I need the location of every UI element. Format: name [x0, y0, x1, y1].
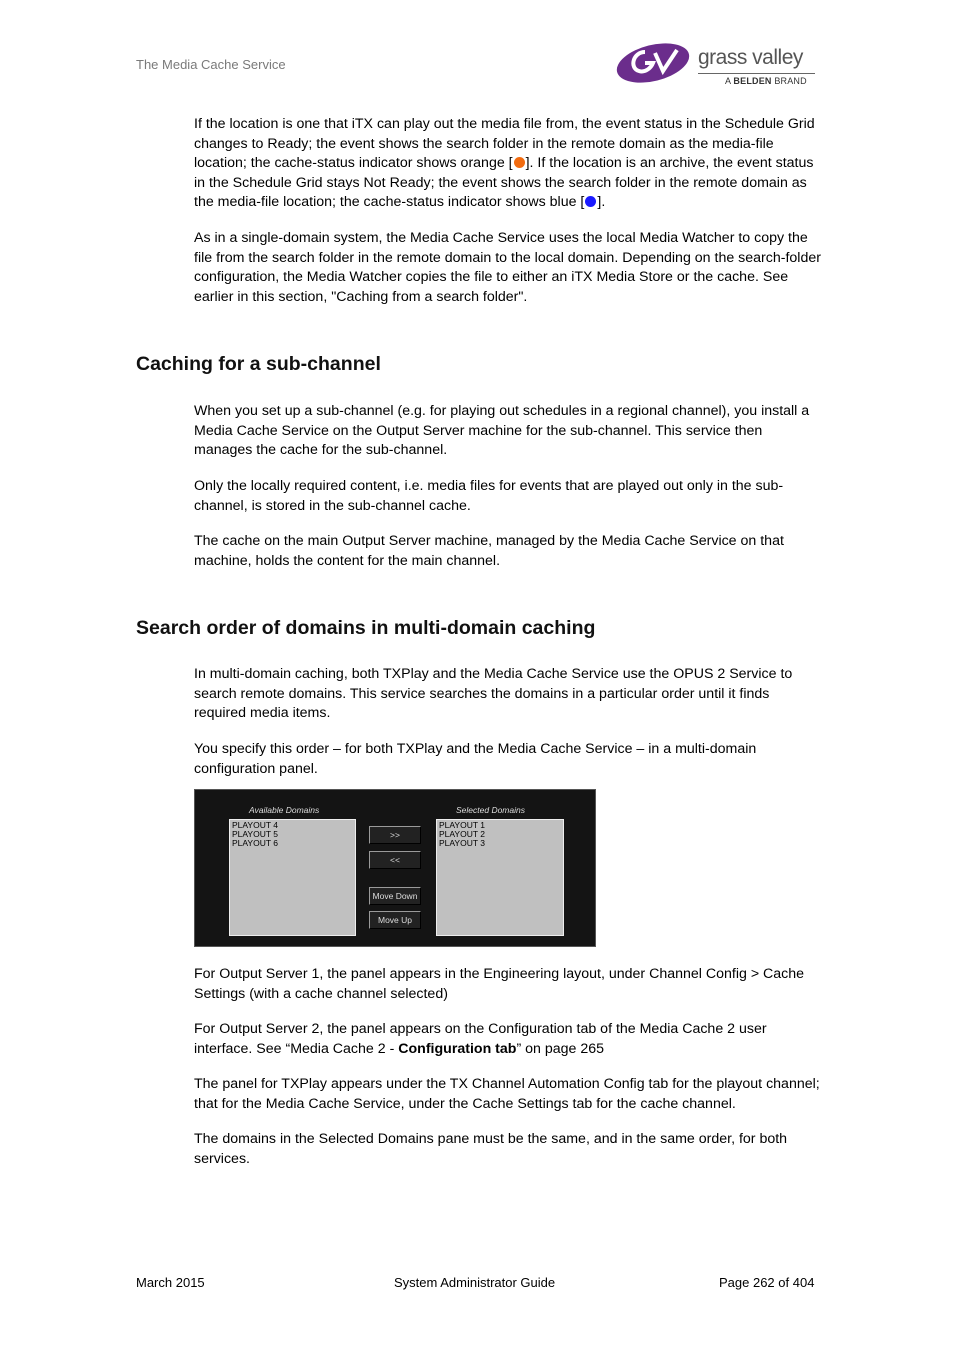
gv-logo-icon [615, 38, 695, 86]
sub-channel-paragraph-1: When you set up a sub-channel (e.g. for playing out schedules in a regional channel), you install a Media Cache Service on the Output Server machine for the sub-channel. This service then manages the cache for the sub-channel. [194, 403, 810, 459]
search-order-paragraph-6: The domains in the Selected Domains pane must be the same, and in the same order, for both services. [194, 1131, 788, 1167]
search-order-paragraph-3: For Output Server 1, the panel appears in the Engineering layout, under Channel Config > Cache Settings (with a cache channel selected) [194, 966, 805, 1002]
search-order-paragraph-4: For Output Server 2, the panel appears on the Configuration tab of the Media Cache 2 user interface. See “Media Cache 2 - Configuration tab” on page 265 [194, 1021, 767, 1057]
orange-status-dot-icon [514, 157, 525, 168]
available-domains-label: Available Domains [249, 805, 320, 815]
move-up-button[interactable]: Move Up [369, 911, 421, 929]
add-domain-button[interactable]: >> [369, 826, 421, 844]
list-item[interactable]: PLAYOUT 3 [439, 838, 485, 848]
sub-channel-paragraph-2: Only the locally required content, i.e. media files for events that are played out only in the sub-channel, is stored in the sub-channel cache. [194, 478, 784, 514]
blue-status-dot-icon [585, 196, 596, 207]
logo-wordmark: grass valley [698, 46, 803, 69]
intro-paragraph-2: As in a single-domain system, the Media Cache Service uses the local Media Watcher to copy the file from the search folder in the remote domain to the local domain. Depending on the search-folder configuration, the Media Watcher copies the file to either an iTX Media Store or the cache. See earlier in this section, "Caching from a search folder". [194, 230, 821, 305]
selected-domains-list[interactable] [436, 819, 564, 936]
list-item[interactable]: PLAYOUT 1 [439, 820, 485, 830]
list-item[interactable]: PLAYOUT 5 [232, 829, 278, 839]
list-item[interactable]: PLAYOUT 4 [232, 820, 278, 830]
section-heading-sub-channel: Caching for a sub-channel [136, 353, 381, 375]
search-order-paragraph-5: The panel for TXPlay appears under the TX Channel Automation Config tab for the playout channel; that for the Media Cache Service, under the Cache Settings tab for the cache channel. [194, 1076, 820, 1112]
section-heading-search-order: Search order of domains in multi-domain caching [136, 617, 596, 639]
footer-date: March 2015 [136, 1275, 205, 1290]
available-domains-list[interactable] [229, 819, 356, 936]
move-down-button[interactable]: Move Down [369, 887, 421, 905]
selected-domains-label: Selected Domains [456, 805, 525, 815]
logo-divider [698, 73, 815, 74]
configuration-tab-link[interactable]: Configuration tab [398, 1040, 517, 1057]
logo-tagline: A BELDEN BRAND [725, 76, 807, 86]
grass-valley-logo [615, 36, 817, 92]
sub-channel-paragraph-3: The cache on the main Output Server machine, managed by the Media Cache Service on that machine, holds the content for the main channel. [194, 533, 784, 569]
footer-page-number: Page 262 of 404 [719, 1275, 815, 1290]
multi-domain-config-panel [194, 789, 596, 947]
list-item[interactable]: PLAYOUT 2 [439, 829, 485, 839]
search-order-paragraph-1: In multi-domain caching, both TXPlay and the Media Cache Service use the OPUS 2 Service to search remote domains. This service searches the domains in a particular order until it finds required media items. [194, 666, 793, 722]
remove-domain-button[interactable]: << [369, 851, 421, 869]
footer-doc-title: System Administrator Guide [394, 1275, 556, 1290]
search-order-paragraph-2: You specify this order – for both TXPlay and the Media Cache Service – in a multi-domain configuration panel. [194, 741, 757, 777]
running-header: The Media Cache Service [136, 57, 286, 72]
list-item[interactable]: PLAYOUT 6 [232, 838, 278, 848]
intro-paragraph-1: If the location is one that iTX can play out the media file from, the event status in the Schedule Grid changes to Ready; the event shows the search folder in the remote domain as the media-file location; the cache-status indicator shows orange [ ]. If the location is an archive, the event status in the Schedule Grid stays Not Ready; the event shows the search folder in the remote domain as the media-file location; the cache-status indicator shows blue [ ]. [194, 116, 815, 211]
